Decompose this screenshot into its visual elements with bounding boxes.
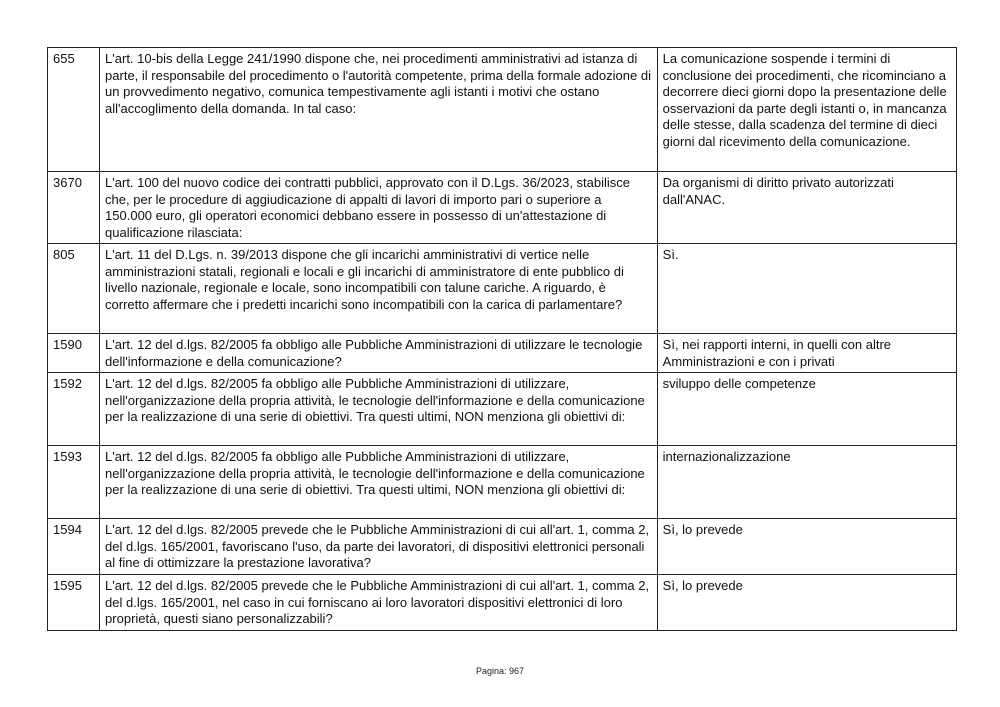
question-text: L'art. 12 del d.lgs. 82/2005 fa obbligo alle Pubbliche Amministrazioni di utilizzare, nell'organizzazione della propria attività, le tecnologie dell'informazione e della comunicazione per la realizzazione di una serie di obiettivi. Tra questi ultimi, NON menziona gli obiettivi di: <box>100 446 658 519</box>
question-id: 1595 <box>48 575 100 631</box>
answer-text: Sì. <box>657 244 956 334</box>
question-id: 1592 <box>48 373 100 446</box>
answer-text: Sì, nei rapporti interni, in quelli con altre Amministrazioni e con i privati <box>657 334 956 373</box>
question-text: L'art. 10-bis della Legge 241/1990 dispone che, nei procedimenti amministrativi ad istanza di parte, il responsabile del procedimento o l'autorità competente, prima della formale adozione di un provvedimento negativo, comunica tempestivamente agli istanti i motivi che ostano all'accoglimento della domanda. In tal caso: <box>100 48 658 172</box>
table-row <box>48 519 957 575</box>
table-row <box>48 373 957 446</box>
question-text: L'art. 100 del nuovo codice dei contratti pubblici, approvato con il D.Lgs. 36/2023, stabilisce che, per le procedure di aggiudicazione di appalti di lavori di importo pari o superiore a 150.000 euro, gli operatori economici debbano essere in possesso di un'attestazione di qualificazione rilasciata: <box>100 172 658 244</box>
question-id: 3670 <box>48 172 100 244</box>
answer-text: La comunicazione sospende i termini di conclusione dei procedimenti, che ricominciano a decorrere dieci giorni dopo la presentazione delle osservazioni da parte degli istanti o, in mancanza delle stesse, dalla scadenza del termine di dieci giorni dal ricevimento della comunicazione. <box>657 48 956 172</box>
answer-text: Sì, lo prevede <box>657 519 956 575</box>
table-row <box>48 575 957 631</box>
answer-text: Sì, lo prevede <box>657 575 956 631</box>
question-text: L'art. 12 del d.lgs. 82/2005 prevede che le Pubbliche Amministrazioni di cui all'art. 1, comma 2, del d.lgs. 165/2001, favoriscano l'uso, da parte dei lavoratori, di dispositivi elettronici personali al fine di ottimizzare la prestazione lavorativa? <box>100 519 658 575</box>
question-id: 1594 <box>48 519 100 575</box>
table-row <box>48 244 957 334</box>
question-text: L'art. 12 del d.lgs. 82/2005 fa obbligo alle Pubbliche Amministrazioni di utilizzare, nell'organizzazione della propria attività, le tecnologie dell'informazione e della comunicazione per la realizzazione di una serie di obiettivi. Tra questi ultimi, NON menziona gli obiettivi di: <box>100 373 658 446</box>
answer-text: Da organismi di diritto privato autorizzati dall'ANAC. <box>657 172 956 244</box>
page-number: Pagina: 967 <box>475 666 525 676</box>
question-id: 805 <box>48 244 100 334</box>
question-text: L'art. 12 del d.lgs. 82/2005 fa obbligo alle Pubbliche Amministrazioni di utilizzare le tecnologie dell'informazione e della comunicazione? <box>100 334 658 373</box>
quiz-table <box>47 47 957 631</box>
question-id: 1590 <box>48 334 100 373</box>
question-id: 655 <box>48 48 100 172</box>
question-id: 1593 <box>48 446 100 519</box>
answer-text: sviluppo delle competenze <box>657 373 956 446</box>
question-text: L'art. 12 del d.lgs. 82/2005 prevede che le Pubbliche Amministrazioni di cui all'art. 1, comma 2, del d.lgs. 165/2001, nel caso in cui forniscano ai loro lavoratori dispositivi elettronici di loro proprietà, questi siano personalizzabili? <box>100 575 658 631</box>
answer-text: internazionalizzazione <box>657 446 956 519</box>
table-row <box>48 334 957 373</box>
table-row <box>48 172 957 244</box>
question-text: L'art. 11 del D.Lgs. n. 39/2013 dispone che gli incarichi amministrativi di vertice nelle amministrazioni statali, regionali e locali e gli incarichi di amministratore di ente pubblico di livello nazionale, regionale e locale, sono incompatibili con talune cariche. A riguardo, è corretto affermare che i predetti incarichi sono incompatibili con la carica di parlamentare? <box>100 244 658 334</box>
table-row <box>48 48 957 172</box>
table-row <box>48 446 957 519</box>
